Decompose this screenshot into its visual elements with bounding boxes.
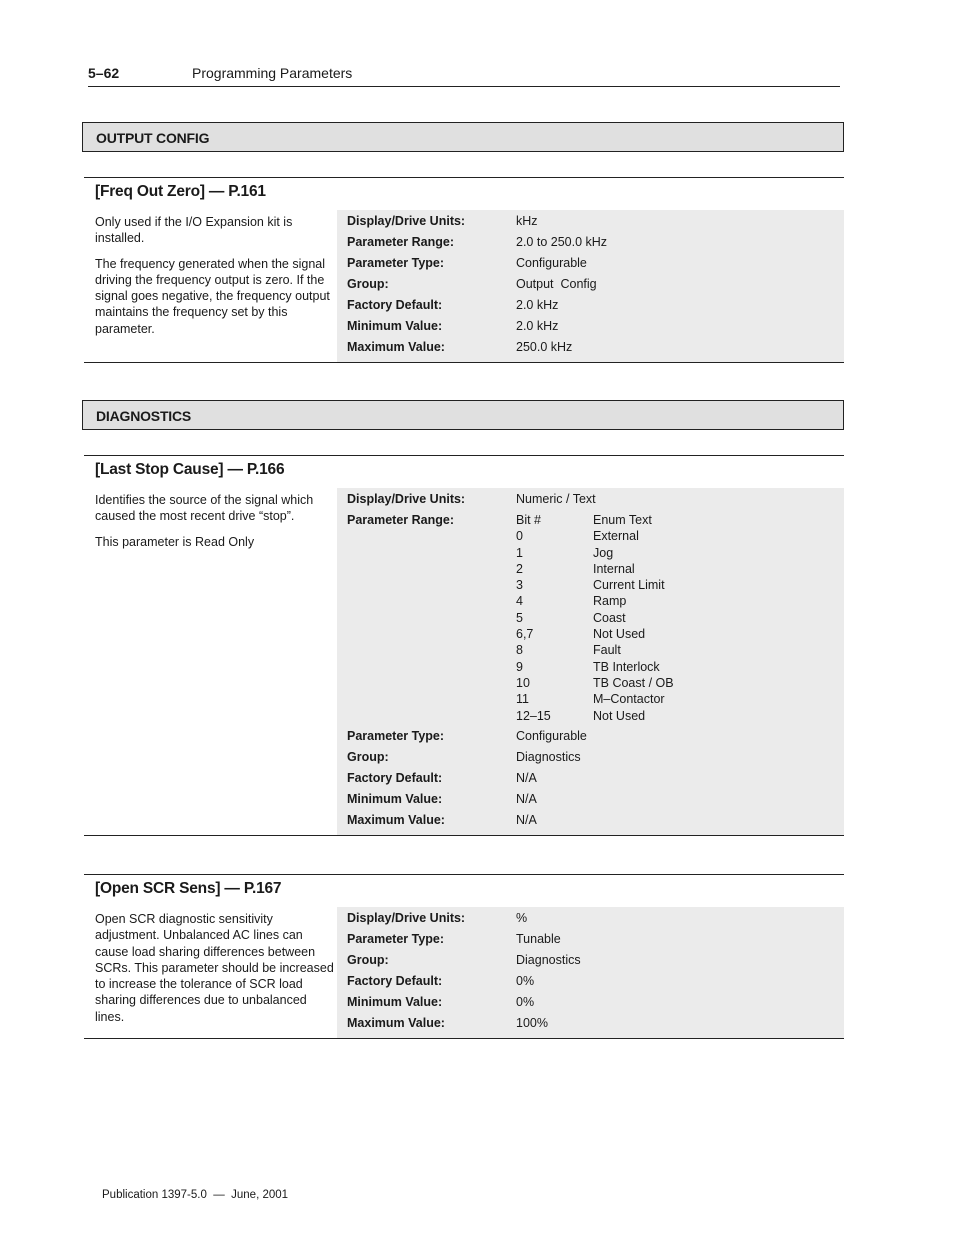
enum-text: Internal xyxy=(593,561,635,576)
row-label: Display/Drive Units: xyxy=(347,492,466,506)
row-value: 0% xyxy=(516,995,535,1009)
table-row xyxy=(337,953,844,974)
param-table xyxy=(337,907,844,1038)
bit-value: 11 xyxy=(516,692,529,707)
row-value: 250.0 kHz xyxy=(516,340,573,354)
range-entry xyxy=(337,709,844,725)
description-paragraph: This parameter is Read Only xyxy=(95,534,255,549)
row-value: Numeric / Text xyxy=(516,492,596,506)
range-entry xyxy=(337,546,844,562)
row-label: Parameter Range: xyxy=(347,235,454,249)
row-value: N/A xyxy=(516,791,537,806)
param-description xyxy=(95,492,331,559)
row-label: Maximum Value: xyxy=(347,1016,445,1030)
description-paragraph: The frequency generated when the signal driving the frequency output is zero. If the signal goes negative, the frequency output maintains the frequency set by this parameter. xyxy=(95,256,330,336)
enum-text: Fault xyxy=(593,643,621,658)
range-entry xyxy=(337,611,844,627)
table-row xyxy=(337,340,844,361)
row-label: Display/Drive Units: xyxy=(347,214,466,228)
table-row xyxy=(337,771,844,792)
page-header xyxy=(88,64,840,87)
table-row xyxy=(337,813,844,834)
table-row xyxy=(337,214,844,235)
description-paragraph: Open SCR diagnostic sensitivity adjustment. Unbalanced AC lines can cause load sharing differences between SCRs. This parameter should be increased to increase the tolerance of SCR load sharing differences due to unbalanced lines. xyxy=(95,912,334,1024)
group-bar-output-config xyxy=(82,122,844,152)
range-entry xyxy=(337,627,844,643)
bit-value: 8 xyxy=(516,643,523,658)
bit-value: 3 xyxy=(516,578,523,593)
row-value: N/A xyxy=(516,770,537,785)
row-label: Factory Default: xyxy=(347,770,443,785)
row-value: Output Config xyxy=(516,277,597,291)
table-row xyxy=(337,1016,844,1037)
row-label: Group: xyxy=(347,953,389,967)
param-table xyxy=(337,488,844,835)
table-row xyxy=(337,729,844,750)
table-row xyxy=(337,492,844,513)
table-row xyxy=(337,235,844,256)
bit-value: 4 xyxy=(516,594,523,609)
row-value: kHz xyxy=(516,214,538,228)
group-title: OUTPUT CONFIG xyxy=(96,130,210,146)
row-value: 0% xyxy=(516,974,535,988)
row-label: Minimum Value: xyxy=(347,791,443,806)
enum-header: Enum Text xyxy=(593,513,652,527)
table-row xyxy=(337,995,844,1016)
parameter-range-block xyxy=(337,513,844,725)
row-value: Diagnostics xyxy=(516,953,581,967)
table-row xyxy=(337,911,844,932)
table-row xyxy=(337,319,844,340)
range-entry xyxy=(337,578,844,594)
param-freq-out-zero xyxy=(84,177,844,363)
row-value: 2.0 kHz xyxy=(516,298,559,312)
table-row xyxy=(337,256,844,277)
row-label: Group: xyxy=(347,749,389,764)
param-table xyxy=(337,210,844,362)
row-label: Parameter Type: xyxy=(347,932,445,946)
row-value: % xyxy=(516,911,528,925)
bit-value: 9 xyxy=(516,659,523,674)
param-last-stop-cause xyxy=(84,455,844,836)
row-label: Maximum Value: xyxy=(347,812,445,827)
row-value: 2.0 to 250.0 kHz xyxy=(516,235,608,249)
row-label: Parameter Type: xyxy=(347,256,445,270)
row-value: 2.0 kHz xyxy=(516,319,559,333)
table-row xyxy=(337,750,844,771)
row-label: Minimum Value: xyxy=(347,995,443,1009)
range-entry xyxy=(337,562,844,578)
enum-text: Current Limit xyxy=(593,578,665,593)
range-entry xyxy=(337,643,844,659)
group-title: DIAGNOSTICS xyxy=(96,408,192,424)
row-label: Minimum Value: xyxy=(347,319,443,333)
table-row xyxy=(337,277,844,298)
bit-value: 6,7 xyxy=(516,627,534,642)
row-label: Group: xyxy=(347,277,389,291)
param-description xyxy=(95,214,331,346)
bit-value: 2 xyxy=(516,561,523,576)
row-label: Maximum Value: xyxy=(347,340,445,354)
enum-text: Coast xyxy=(593,610,626,625)
bit-value: 12–15 xyxy=(516,708,551,723)
row-label: Display/Drive Units: xyxy=(347,911,466,925)
param-title: [Freq Out Zero] — P.161 xyxy=(95,183,266,200)
param-open-scr-sens xyxy=(84,874,844,1039)
param-title: [Open SCR Sens] — P.167 xyxy=(95,880,282,897)
bit-header: Bit # xyxy=(516,513,542,527)
row-label: Factory Default: xyxy=(347,298,443,312)
description-paragraph: Identifies the source of the signal which caused the most recent drive “stop”. xyxy=(95,493,314,524)
enum-text: TB Coast / OB xyxy=(593,675,674,690)
row-value: Configurable xyxy=(516,256,587,270)
row-value: Tunable xyxy=(516,932,561,946)
row-label: Parameter Range: xyxy=(347,513,454,527)
range-entry xyxy=(337,594,844,610)
description-paragraph: Only used if the I/O Expansion kit is installed. xyxy=(95,215,293,246)
range-entry xyxy=(337,660,844,676)
enum-text: Jog xyxy=(593,545,614,560)
table-row xyxy=(337,932,844,953)
param-title: [Last Stop Cause] — P.166 xyxy=(95,461,285,478)
publication-footer: Publication 1397-5.0 — June, 2001 xyxy=(102,1189,289,1201)
enum-text: Ramp xyxy=(593,594,627,609)
row-value: Configurable xyxy=(516,728,587,743)
table-row xyxy=(337,792,844,813)
range-entry xyxy=(337,692,844,708)
enum-text: Not Used xyxy=(593,627,646,642)
range-entry xyxy=(337,529,844,545)
enum-text: Not Used xyxy=(593,708,646,723)
table-row xyxy=(337,298,844,319)
range-header xyxy=(337,513,844,529)
table-row xyxy=(337,974,844,995)
row-value: 100% xyxy=(516,1016,548,1030)
group-bar-diagnostics xyxy=(82,400,844,430)
bit-value: 5 xyxy=(516,610,523,625)
row-label: Factory Default: xyxy=(347,974,443,988)
row-label: Parameter Type: xyxy=(347,728,445,743)
enum-text: M–Contactor xyxy=(593,692,665,707)
enum-text: TB Interlock xyxy=(593,659,660,674)
row-value: Diagnostics xyxy=(516,749,581,764)
enum-text: External xyxy=(593,529,639,544)
bit-value: 0 xyxy=(516,529,523,544)
bit-value: 10 xyxy=(516,675,530,690)
param-description xyxy=(95,911,335,1034)
section-title: Programming Parameters xyxy=(192,65,353,81)
page-number: 5–62 xyxy=(88,65,120,81)
bit-value: 1 xyxy=(516,545,523,560)
range-entry xyxy=(337,676,844,692)
row-value: N/A xyxy=(516,812,537,827)
